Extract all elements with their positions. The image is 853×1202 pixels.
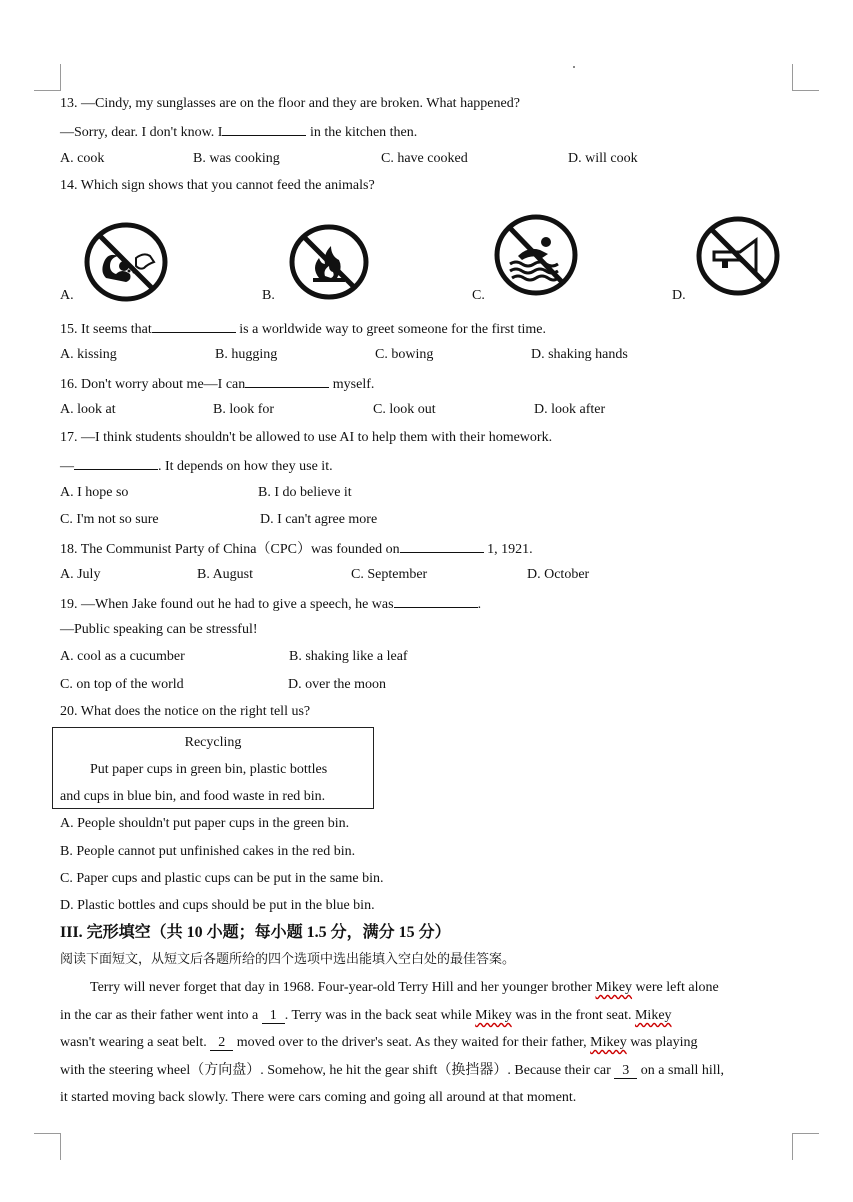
answer-blank — [74, 456, 158, 470]
q17-option-a: A. I hope so — [60, 485, 129, 500]
q19-option-c: C. on top of the world — [60, 677, 184, 692]
q15-stem-end: is a worldwide way to greet someone for the first time. — [235, 322, 547, 337]
q13-reply-end: in the kitchen then. — [306, 125, 418, 140]
answer-blank — [222, 122, 306, 136]
q20-option-d: D. Plastic bottles and cups should be put in the blue bin. — [60, 898, 375, 913]
q19-stem-start: 19. —When Jake found out he had to give a speech, he was — [60, 597, 394, 612]
q17-reply-start: — — [60, 459, 74, 474]
stray-dot — [573, 66, 575, 68]
section-instruction: 阅读下面短文，从短文后各题所给的四个选项中选出能填入空白处的最佳答案。 — [60, 952, 516, 967]
no-swimming-icon — [494, 214, 578, 296]
no-fire-icon — [289, 224, 369, 300]
q15-options — [0, 346, 853, 364]
name-mikey: Mikey — [595, 980, 633, 995]
q18-option-c: C. September — [351, 567, 428, 582]
passage-text: wasn't wearing a seat belt. — [60, 1035, 211, 1050]
q20-option-b: B. People cannot put unfinished cakes in the red bin. — [60, 844, 356, 859]
name-mikey: Mikey — [634, 1008, 672, 1023]
cloze-blank-1: 1 — [262, 1008, 285, 1024]
passage-line-3 — [60, 1034, 697, 1052]
passage-text: in the car as their father went into a — [60, 1008, 262, 1023]
q13-option-b: B. was cooking — [193, 151, 280, 166]
q17-reply-end: . It depends on how they use it. — [158, 459, 333, 474]
passage-text: was in the front seat. — [511, 1008, 635, 1023]
q16-stem-end: myself. — [329, 377, 375, 392]
q17-option-b: B. I do believe it — [258, 485, 352, 500]
answer-blank — [152, 319, 236, 333]
q19-options-row1 — [0, 648, 853, 666]
q18-option-a: A. July — [60, 567, 101, 582]
passage-line-4 — [60, 1062, 724, 1080]
q18-stem-end: 1, 1921. — [483, 542, 533, 557]
q19-option-d: D. over the moon — [288, 677, 386, 692]
passage-text: moved over to the driver's seat. As they waited for their father, — [233, 1035, 591, 1050]
crop-mark-top-left — [34, 64, 61, 91]
q15-option-c: C. bowing — [375, 347, 434, 362]
q14-label-d: D. — [672, 288, 686, 303]
q18-stem — [60, 539, 533, 559]
passage-text: were left alone — [632, 980, 719, 995]
crop-mark-top-right — [792, 64, 819, 91]
cloze-blank-3: 3 — [614, 1063, 637, 1079]
no-horn-icon — [696, 216, 780, 296]
answer-blank — [394, 594, 478, 608]
q16-option-a: A. look at — [60, 402, 116, 417]
q13-stem: 13. —Cindy, my sunglasses are on the floor and they are broken. What happened? — [60, 96, 520, 111]
q19-stem-end: . — [477, 597, 482, 612]
passage-line-1 — [90, 979, 719, 997]
q16-stem — [60, 374, 374, 394]
q18-option-b: B. August — [197, 567, 254, 582]
passage-line-5: it started moving back slowly. There were cars coming and going all around at that moment. — [60, 1090, 577, 1105]
recycling-notice — [52, 727, 374, 809]
q20-option-a: A. People shouldn't put paper cups in the green bin. — [60, 816, 350, 831]
answer-blank — [245, 374, 329, 388]
section-title: III. 完形填空（共 10 小题；每小题 1.5 分，满分 15 分） — [60, 924, 451, 941]
q15-stem-start: 15. It seems that — [60, 322, 152, 337]
notice-line-2: and cups in blue bin, and food waste in red bin. — [60, 789, 326, 804]
q17-option-d: D. I can't agree more — [260, 512, 378, 527]
q17-options-row1 — [0, 484, 853, 502]
notice-title: Recycling — [184, 735, 242, 750]
name-mikey: Mikey — [590, 1035, 627, 1050]
q17-options-row2 — [0, 511, 853, 529]
q15-option-b: B. hugging — [215, 347, 278, 362]
q16-option-d: D. look after — [534, 402, 606, 417]
crop-mark-bottom-left — [34, 1133, 61, 1160]
q17-option-c: C. I'm not so sure — [60, 512, 159, 527]
crop-mark-bottom-right — [792, 1133, 819, 1160]
q13-option-c: C. have cooked — [381, 151, 468, 166]
q18-stem-start: 18. The Communist Party of China（CPC）was founded on — [60, 542, 400, 557]
q13-reply-start: —Sorry, dear. I don't know. I — [60, 125, 223, 140]
q13-option-d: D. will cook — [568, 151, 638, 166]
q15-option-d: D. shaking hands — [531, 347, 628, 362]
q14-stem: 14. Which sign shows that you cannot feed the animals? — [60, 178, 375, 193]
q13-reply — [60, 122, 417, 142]
q17-stem: 17. —I think students shouldn't be allowed to use AI to help them with their homework. — [60, 430, 553, 445]
q19-reply: —Public speaking can be stressful! — [60, 622, 258, 637]
passage-text: Terry will never forget that day in 1968. Four-year-old Terry Hill and her younger brother — [90, 980, 596, 995]
q13-option-a: A. cook — [60, 151, 105, 166]
q16-stem-start: 16. Don't worry about me—I can — [60, 377, 246, 392]
q16-option-b: B. look for — [213, 402, 275, 417]
q14-label-b: B. — [262, 288, 275, 303]
q16-option-c: C. look out — [373, 402, 436, 417]
q19-option-a: A. cool as a cucumber — [60, 649, 185, 664]
passage-text: on a small hill, — [637, 1063, 725, 1078]
q14-label-c: C. — [472, 288, 485, 303]
q19-options-row2 — [0, 676, 853, 694]
q17-reply — [60, 456, 333, 476]
notice-line-1: Put paper cups in green bin, plastic bottles — [90, 762, 328, 777]
q15-option-a: A. kissing — [60, 347, 117, 362]
q20-option-c: C. Paper cups and plastic cups can be put in the same bin. — [60, 871, 384, 886]
no-feeding-animals-icon — [84, 222, 168, 302]
passage-text: with the steering wheel（方向盘）. Somehow, he hit the gear shift（换挡器）. Because their car — [60, 1063, 615, 1078]
q18-option-d: D. October — [527, 567, 590, 582]
q18-options — [0, 566, 853, 584]
q16-options — [0, 401, 853, 419]
q13-options — [0, 150, 853, 168]
answer-blank — [400, 539, 484, 553]
passage-text: . Terry was in the back seat while — [284, 1008, 476, 1023]
q19-stem — [60, 594, 481, 614]
passage-text: was playing — [626, 1035, 698, 1050]
passage-line-2 — [60, 1007, 672, 1025]
q14-label-a: A. — [60, 288, 74, 303]
q15-stem — [60, 319, 546, 339]
name-mikey: Mikey — [475, 1008, 512, 1023]
cloze-blank-2: 2 — [210, 1035, 233, 1051]
q20-stem: 20. What does the notice on the right tell us? — [60, 704, 311, 719]
q19-option-b: B. shaking like a leaf — [289, 649, 408, 664]
